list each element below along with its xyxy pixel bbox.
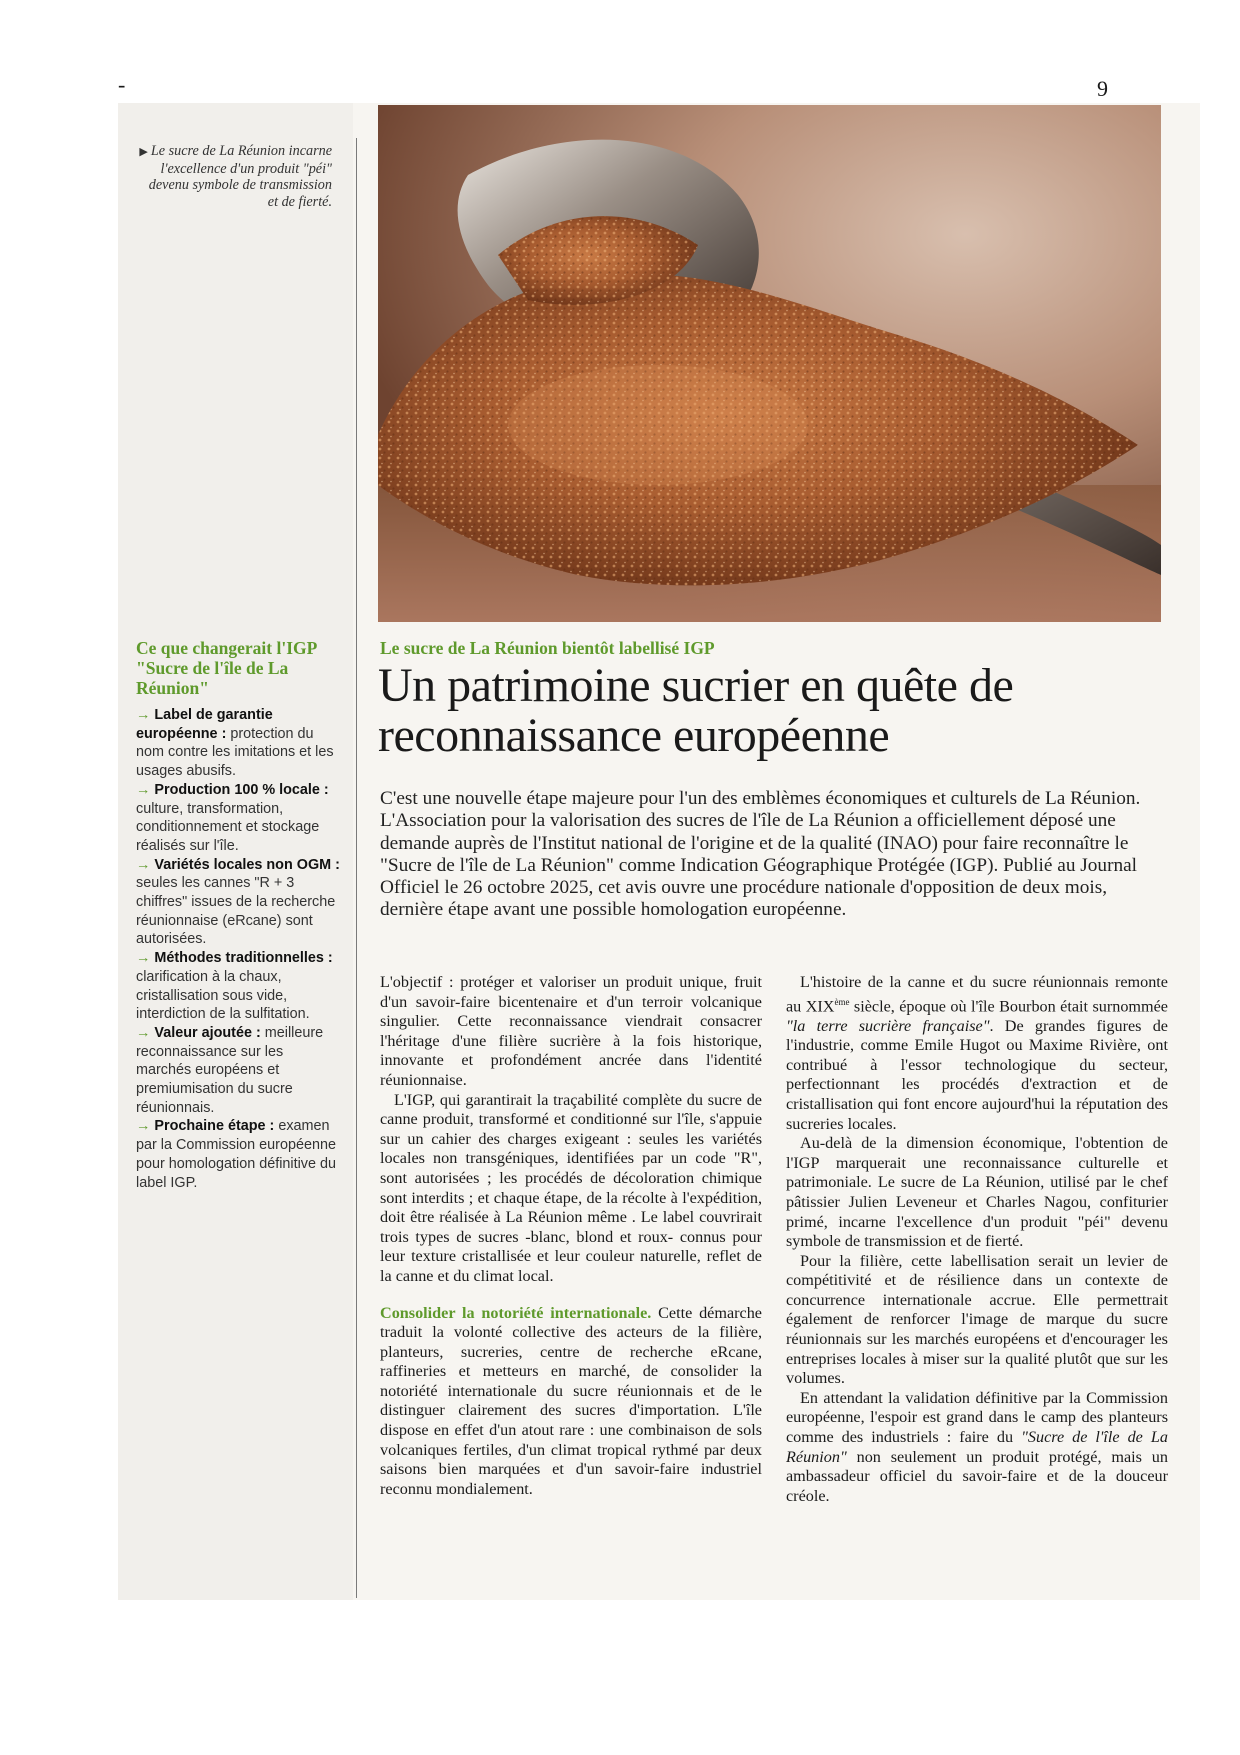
list-item <box>136 1024 341 1118</box>
list-item <box>136 781 341 856</box>
list-item-label: Méthodes traditionnelles : <box>154 950 333 967</box>
body-paragraph: Pour la filière, cette labellisation serait un levier de compétitivité et de résilience dans un contexte de concurrence internationale accrue. Elle permettrait également de renforcer l'image de marque du sucre réunionnais sur les marchés européens et d'encourager les entreprises locales à miser sur la qualité plutôt que sur les volumes. <box>786 1251 1168 1388</box>
list-item-label: Prochaine étape : <box>154 1118 275 1135</box>
body-column-right <box>786 973 1168 1506</box>
body-paragraph: L'objectif : protéger et valoriser un produit unique, fruit d'un savoir-faire bicentenaire et d'un terroir volcanique singulier. Cette reconnaissance viendrait consacrer l'héritage d'une filière sucrière à la fois historique, innovante et profondément ancrée dans l'identité réunionnaise. <box>380 973 762 1089</box>
body-paragraph <box>380 1304 762 1500</box>
list-item-text: protection du nom contre les imitations et les usages abusifs. <box>136 725 334 780</box>
article-standfirst: C'est une nouvelle étape majeure pour l'un des emblèmes économiques et culturels de La Réunion. L'Association pour la valorisation des sucres de l'île de La Réunion a officiellement déposé une demande auprès de l'Institut national de l'origine et de la qualité (INAO) pour faire reconnaître le "Sucre de l'île de La Réunion" comme Indication Géographique Protégée (IGP). Publié au Journal Officiel le 26 octobre 2025, cet avis ouvre une procédure nationale d'opposition de deux mois, dernière étape avant une possible homologation européenne. <box>380 788 1141 921</box>
sidebar-title: Ce que changerait l'IGP "Sucre de l'île de La Réunion" <box>136 638 317 698</box>
sugar-spoon-photo <box>378 105 1161 622</box>
list-item-text: examen par la Commission européenne pour homologation définitive du label IGP. <box>136 1118 337 1191</box>
arrow-right-icon: → <box>136 950 151 967</box>
arrow-right-icon: → <box>136 1118 151 1135</box>
scanned-article <box>118 103 1200 1600</box>
page-dash: - <box>118 72 126 97</box>
column-divider <box>356 138 357 1598</box>
section-lead-text: Cette démarche traduit la volonté collective des acteurs de la filière, planteurs, sucreries, centre de recherche eRcane, raffineries et metteurs en marché, de consolider la notoriété internationale du sucre réunionnais et de le distinguer clairement des sucres d'importation. L'île dispose en effet d'un atout rare : une combinaison de sols volcaniques fertiles, d'un climat tropical rythmé par deux saisons bien marquées et d'un savoir-faire industriel reconnu mondialement. <box>380 1303 762 1498</box>
article-headline: Un patrimoine sucrier en quête de reconnaissance européenne <box>378 659 1014 762</box>
list-item-label: Variétés locales non OGM : <box>154 856 340 873</box>
paragraph-text: En attendant la validation définitive par la Commission européenne, l'espoir est grand dans le camp des planteurs comme des industriels : faire du <box>786 1388 1168 1447</box>
list-item <box>136 856 341 950</box>
body-paragraph: Au-delà de la dimension économique, l'obtention de l'IGP marquerait une reconnaissance culturelle et patrimoniale. Le sucre de La Réunion, utilisé par le chef pâtissier Julien Leveneur et Charles Nagou, confiturier primé, incarne l'excellence d'un produit "péi" devenu symbole de transmission et de fierté. <box>786 1134 1168 1251</box>
list-item-label: Label de garantie européenne : <box>136 707 273 742</box>
body-paragraph: L'IGP, qui garantirait la traçabilité complète du sucre de canne produit, transformé et conditionné sur l'île, s'appuie sur un cahier des charges exigeant : seules les variétés locales non transgéniques, identifiées par un code "R", sont autorisées ; les procédés de décoloration chimique sont interdits ; et chaque étape, de la récolte à l'expédition, doit être réalisée à La Réunion même . Le label couvrirait trois types de sucres -blanc, blond et roux- connus pour leur texture cristallisée et leur couleur naturelle, reflet de la canne et du climat local. <box>380 1090 762 1285</box>
paragraph-text: non seulement un produit protégé, mais un ambassadeur officiel du savoir-faire et de la douceur créole. <box>786 1447 1168 1505</box>
sidebar-list <box>136 706 341 1192</box>
list-item <box>136 949 341 1024</box>
photo-caption <box>136 143 332 210</box>
paragraph-text: . De grandes figures de l'industrie, comme Emile Hugot ou Maxime Rivière, ont contribué à l'essor technologique du secteur, perfectionnant les procédés d'extraction et de cristallisation qui font encore aujourd'hui la réputation des sucreries locales. <box>786 1016 1168 1133</box>
italic-quote: "Sucre de l'île de La Réunion" <box>786 1428 1168 1466</box>
paragraph-text: siècle, époque où l'île Bourbon était surnommée <box>849 996 1168 1015</box>
arrow-right-icon: → <box>136 781 151 798</box>
body-paragraph <box>786 1389 1168 1507</box>
list-item-text: seules les cannes "R + 3 chiffres" issues de la recherche réunionnaise (eRcane) sont autorisées. <box>136 875 336 948</box>
italic-quote: "la terre sucrière française" <box>786 1016 990 1035</box>
list-item <box>136 706 341 781</box>
arrow-right-icon: → <box>136 707 151 723</box>
body-paragraph <box>786 973 1168 1134</box>
article-kicker: Le sucre de La Réunion bientôt labellisé IGP <box>380 638 715 658</box>
section-lead: Consolider la notoriété internationale. <box>380 1303 652 1322</box>
list-item-text: culture, transformation, conditionnement et stockage réalisés sur l'île. <box>136 800 320 854</box>
list-item-text: clarification à la chaux, cristallisation sous vide, interdiction de la sulfitation. <box>136 968 310 1023</box>
arrow-right-icon: → <box>136 856 151 873</box>
superscript: ème <box>834 996 850 1007</box>
caption-arrow-icon: ▶ <box>139 146 148 158</box>
arrow-right-icon: → <box>136 1024 151 1041</box>
list-item-label: Valeur ajoutée : <box>154 1024 261 1041</box>
photo-caption-text: Le sucre de La Réunion incarne l'excellence d'un produit "péi" devenu symbole de transmission et de fierté. <box>148 143 332 210</box>
page-number: 9 <box>1097 76 1108 101</box>
list-item <box>136 1117 341 1192</box>
list-item-label: Production 100 % locale : <box>154 781 329 798</box>
paragraph-text: L'histoire de la canne et du sucre réunionnais remonte au XIX <box>786 973 1168 1015</box>
list-item-text: meilleure reconnaissance sur les marchés européens et premiumisation du sucre réunionnais. <box>136 1024 324 1116</box>
body-column-left <box>380 973 762 1499</box>
